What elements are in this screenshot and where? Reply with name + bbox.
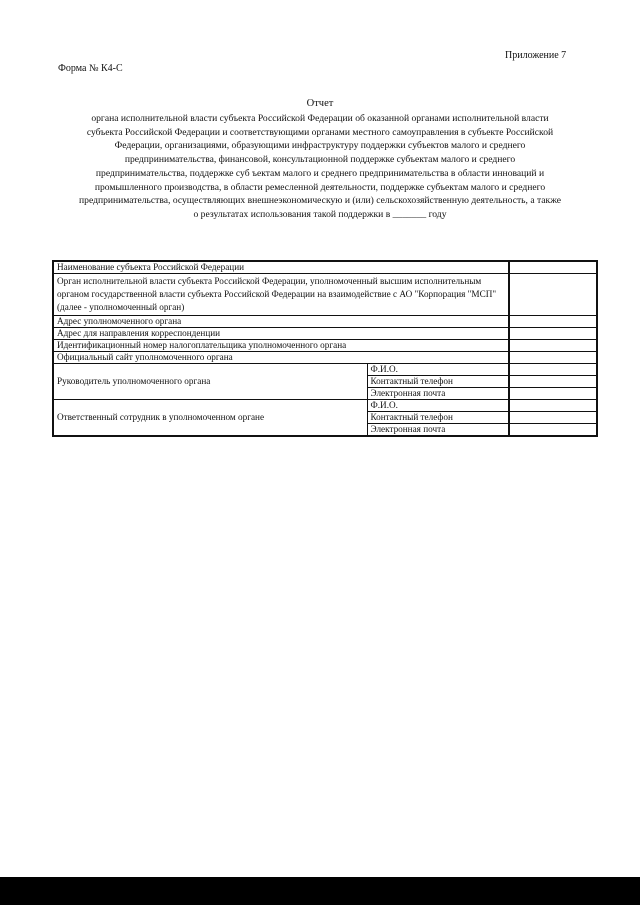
table-row <box>53 352 597 364</box>
value-cell[interactable] <box>509 352 597 364</box>
field-label: Ф.И.О. <box>367 400 509 412</box>
value-cell[interactable] <box>509 261 597 274</box>
table-row <box>53 400 597 412</box>
subtitle-line: органа исполнительной власти субъекта Российской Федерации об оказанной органами исполнительной власти <box>91 113 549 124</box>
table-row <box>53 261 597 274</box>
field-label: Ф.И.О. <box>367 364 509 376</box>
value-cell[interactable] <box>509 412 597 424</box>
head-label: Руководитель уполномоченного органа <box>53 364 367 400</box>
subtitle-line: субъекта Российской Федерации и соответствующими органами местного самоуправления в субъекте Российской <box>86 126 554 138</box>
report-form-table <box>52 260 598 437</box>
value-cell[interactable] <box>509 376 597 388</box>
row-label: Идентификационный номер налогоплательщика уполномоченного органа <box>53 340 509 352</box>
value-cell[interactable] <box>509 388 597 400</box>
row-label: Официальный сайт уполномоченного органа <box>53 352 509 364</box>
table-row <box>53 316 597 328</box>
value-cell[interactable] <box>509 274 597 316</box>
field-label: Контактный телефон <box>367 412 509 424</box>
table-row <box>53 364 597 376</box>
table-row <box>53 328 597 340</box>
subtitle-line: предпринимательства, осуществляющих внешнеэкономическую и (или) сельскохозяйственную деятельность, а также <box>79 195 561 207</box>
appendix-label: Приложение 7 <box>505 50 567 61</box>
subtitle-line: предпринимательства, финансовой, консультационной поддержке субъектам малого и среднего <box>124 154 516 166</box>
report-title: Отчет <box>306 98 334 109</box>
row-label: Наименование субъекта Российской Федерации <box>53 261 509 274</box>
value-cell[interactable] <box>509 364 597 376</box>
table-row <box>53 274 597 316</box>
value-cell[interactable] <box>509 424 597 437</box>
value-cell[interactable] <box>509 400 597 412</box>
report-subtitle <box>55 112 585 222</box>
row-label: Орган исполнительной власти субъекта Российской Федерации, уполномоченный высшим исполнительным органом государственной власти субъекта Российской Федерации на взаимодействие с АО "Корпорация "МСП" (далее - уполномоченный орган) <box>53 274 509 316</box>
subtitle-line: промышленного производства, в области ремесленной деятельности, поддержке субъектам малого и среднего <box>94 181 546 193</box>
row-label: Адрес уполномоченного органа <box>53 316 509 328</box>
responsible-label: Ответственный сотрудник в уполномоченном органе <box>53 400 367 437</box>
subtitle-line: о результатах использования такой поддержки в _______ году <box>193 208 447 220</box>
table-row <box>53 340 597 352</box>
scan-border <box>0 877 640 905</box>
row-label: Адрес для направления корреспонденции <box>53 328 509 340</box>
subtitle-line: предпринимательства, поддержке суб ъектам малого и среднего предпринимательства в области инноваций и <box>95 167 545 179</box>
field-label: Электронная почта <box>367 424 509 437</box>
field-label: Электронная почта <box>367 388 509 400</box>
value-cell[interactable] <box>509 328 597 340</box>
value-cell[interactable] <box>509 340 597 352</box>
value-cell[interactable] <box>509 316 597 328</box>
subtitle-line: Федерации, организациями, образующими инфраструктуру поддержки субъектов малого и среднего <box>114 140 526 152</box>
field-label: Контактный телефон <box>367 376 509 388</box>
form-number: Форма № К4-С <box>58 63 123 74</box>
